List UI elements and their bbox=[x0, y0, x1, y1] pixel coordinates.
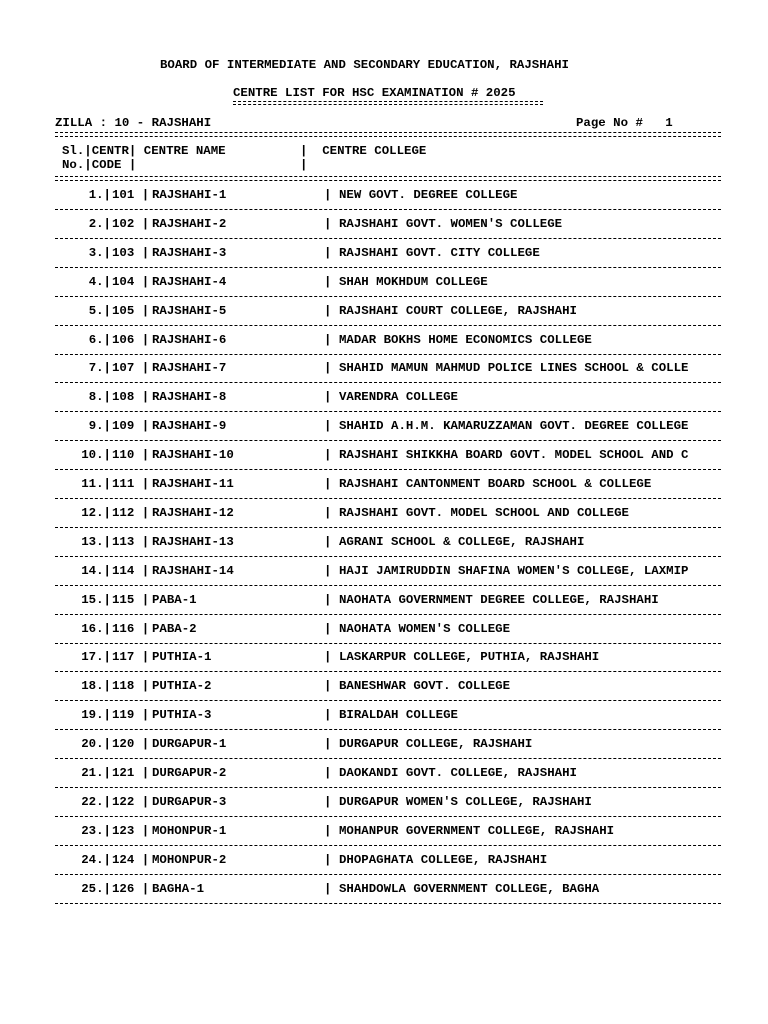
centre-name: DURGAPUR-1 bbox=[152, 737, 227, 751]
row-divider bbox=[55, 816, 721, 818]
table-row bbox=[0, 679, 768, 708]
table-row bbox=[0, 188, 768, 217]
centre-code: 114 | bbox=[112, 564, 150, 578]
column-separator: | bbox=[324, 737, 332, 751]
column-header-line2: No.|CODE | | bbox=[62, 158, 308, 172]
row-divider bbox=[55, 700, 721, 702]
serial-number: 13.| bbox=[81, 535, 111, 549]
row-divider bbox=[55, 787, 721, 789]
column-separator: | bbox=[324, 246, 332, 260]
centre-name: RAJSHAHI-3 bbox=[152, 246, 227, 260]
row-divider bbox=[55, 758, 721, 760]
centre-name: RAJSHAHI-7 bbox=[152, 361, 227, 375]
serial-number: 15.| bbox=[81, 593, 111, 607]
zilla-label: ZILLA : 10 - RAJSHAHI bbox=[55, 116, 212, 130]
centre-code: 122 | bbox=[112, 795, 150, 809]
table-row bbox=[0, 766, 768, 795]
serial-number: 4.| bbox=[88, 275, 111, 289]
centre-college: MOHANPUR GOVERNMENT COLLEGE, RAJSHAHI bbox=[339, 824, 615, 838]
centre-name: PUTHIA-3 bbox=[152, 708, 212, 722]
centre-college: SHAHDOWLA GOVERNMENT COLLEGE, BAGHA bbox=[339, 882, 600, 896]
row-divider bbox=[55, 845, 721, 847]
centre-code: 124 | bbox=[112, 853, 150, 867]
centre-name: RAJSHAHI-2 bbox=[152, 217, 227, 231]
row-divider bbox=[55, 643, 721, 645]
table-row bbox=[0, 593, 768, 622]
serial-number: 8.| bbox=[88, 390, 111, 404]
column-separator: | bbox=[324, 824, 332, 838]
column-separator: | bbox=[324, 795, 332, 809]
column-separator: | bbox=[324, 477, 332, 491]
row-divider bbox=[55, 903, 721, 905]
serial-number: 16.| bbox=[81, 622, 111, 636]
row-divider bbox=[55, 238, 721, 240]
row-divider bbox=[55, 585, 721, 587]
row-divider bbox=[55, 527, 721, 529]
serial-number: 14.| bbox=[81, 564, 111, 578]
column-separator: | bbox=[324, 419, 332, 433]
centre-name: RAJSHAHI-9 bbox=[152, 419, 227, 433]
centre-code: 105 | bbox=[112, 304, 150, 318]
column-separator: | bbox=[324, 766, 332, 780]
centre-name: RAJSHAHI-5 bbox=[152, 304, 227, 318]
serial-number: 3.| bbox=[88, 246, 111, 260]
centre-college: RAJSHAHI SHIKKHA BOARD GOVT. MODEL SCHOOL AND C bbox=[339, 448, 689, 462]
centre-code: 103 | bbox=[112, 246, 150, 260]
column-separator: | bbox=[324, 593, 332, 607]
row-divider bbox=[55, 382, 721, 384]
centre-college: LASKARPUR COLLEGE, PUTHIA, RAJSHAHI bbox=[339, 650, 600, 664]
centre-name: PUTHIA-1 bbox=[152, 650, 212, 664]
table-row bbox=[0, 275, 768, 304]
centre-name: RAJSHAHI-6 bbox=[152, 333, 227, 347]
centre-college: VARENDRA COLLEGE bbox=[339, 390, 458, 404]
centre-name: MOHONPUR-2 bbox=[152, 853, 227, 867]
centre-name: RAJSHAHI-11 bbox=[152, 477, 234, 491]
serial-number: 11.| bbox=[81, 477, 111, 491]
centre-name: DURGAPUR-3 bbox=[152, 795, 227, 809]
column-separator: | bbox=[324, 275, 332, 289]
centre-college: RAJSHAHI GOVT. CITY COLLEGE bbox=[339, 246, 540, 260]
table-row bbox=[0, 246, 768, 275]
centre-name: RAJSHAHI-13 bbox=[152, 535, 234, 549]
centre-code: 104 | bbox=[112, 275, 150, 289]
row-divider bbox=[55, 498, 721, 500]
column-separator: | bbox=[324, 448, 332, 462]
column-separator: | bbox=[324, 188, 332, 202]
centre-code: 116 | bbox=[112, 622, 150, 636]
column-separator: | bbox=[324, 535, 332, 549]
column-separator: | bbox=[324, 564, 332, 578]
serial-number: 18.| bbox=[81, 679, 111, 693]
centre-college: SHAH MOKHDUM COLLEGE bbox=[339, 275, 488, 289]
centre-college: DURGAPUR COLLEGE, RAJSHAHI bbox=[339, 737, 533, 751]
column-separator: | bbox=[324, 217, 332, 231]
row-divider bbox=[55, 469, 721, 471]
serial-number: 19.| bbox=[81, 708, 111, 722]
centre-college: DURGAPUR WOMEN'S COLLEGE, RAJSHAHI bbox=[339, 795, 592, 809]
table-row bbox=[0, 506, 768, 535]
centre-name: RAJSHAHI-4 bbox=[152, 275, 227, 289]
table-row bbox=[0, 737, 768, 766]
serial-number: 10.| bbox=[81, 448, 111, 462]
serial-number: 23.| bbox=[81, 824, 111, 838]
centre-college: DAOKANDI GOVT. COLLEGE, RAJSHAHI bbox=[339, 766, 577, 780]
row-divider bbox=[55, 267, 721, 269]
centre-college: RAJSHAHI CANTONMENT BOARD SCHOOL & COLLEGE bbox=[339, 477, 652, 491]
column-separator: | bbox=[324, 882, 332, 896]
centre-name: RAJSHAHI-10 bbox=[152, 448, 234, 462]
table-row bbox=[0, 824, 768, 853]
serial-number: 25.| bbox=[81, 882, 111, 896]
centre-college: NEW GOVT. DEGREE COLLEGE bbox=[339, 188, 518, 202]
centre-name: RAJSHAHI-1 bbox=[152, 188, 227, 202]
centre-name: PUTHIA-2 bbox=[152, 679, 212, 693]
column-header-line1: Sl.|CENTR| CENTRE NAME | CENTRE COLLEGE bbox=[62, 144, 427, 158]
table-row bbox=[0, 622, 768, 651]
centre-code: 126 | bbox=[112, 882, 150, 896]
serial-number: 7.| bbox=[88, 361, 111, 375]
centre-code: 101 | bbox=[112, 188, 150, 202]
column-separator: | bbox=[324, 333, 332, 347]
centre-code: 117 | bbox=[112, 650, 150, 664]
centre-code: 110 | bbox=[112, 448, 150, 462]
serial-number: 5.| bbox=[88, 304, 111, 318]
row-divider bbox=[55, 325, 721, 327]
centre-name: DURGAPUR-2 bbox=[152, 766, 227, 780]
centre-code: 111 | bbox=[112, 477, 150, 491]
centre-name: RAJSHAHI-14 bbox=[152, 564, 234, 578]
centre-name: RAJSHAHI-8 bbox=[152, 390, 227, 404]
serial-number: 22.| bbox=[81, 795, 111, 809]
row-divider bbox=[55, 671, 721, 673]
serial-number: 20.| bbox=[81, 737, 111, 751]
table-row bbox=[0, 333, 768, 362]
centre-code: 123 | bbox=[112, 824, 150, 838]
centre-code: 113 | bbox=[112, 535, 150, 549]
centre-college: RAJSHAHI GOVT. WOMEN'S COLLEGE bbox=[339, 217, 563, 231]
column-separator: | bbox=[324, 390, 332, 404]
centre-code: 118 | bbox=[112, 679, 150, 693]
centre-code: 106 | bbox=[112, 333, 150, 347]
serial-number: 2.| bbox=[88, 217, 111, 231]
row-divider bbox=[55, 411, 721, 413]
row-divider bbox=[55, 209, 721, 211]
table-row bbox=[0, 708, 768, 737]
centre-college: RAJSHAHI COURT COLLEGE, RAJSHAHI bbox=[339, 304, 577, 318]
centre-code: 120 | bbox=[112, 737, 150, 751]
table-row bbox=[0, 390, 768, 419]
centre-code: 109 | bbox=[112, 419, 150, 433]
serial-number: 12.| bbox=[81, 506, 111, 520]
table-row bbox=[0, 419, 768, 448]
centre-college: BIRALDAH COLLEGE bbox=[339, 708, 458, 722]
centre-code: 102 | bbox=[112, 217, 150, 231]
row-divider bbox=[55, 729, 721, 731]
serial-number: 9.| bbox=[88, 419, 111, 433]
table-row bbox=[0, 564, 768, 593]
table-row bbox=[0, 882, 768, 911]
serial-number: 6.| bbox=[88, 333, 111, 347]
row-divider bbox=[55, 296, 721, 298]
centre-code: 121 | bbox=[112, 766, 150, 780]
table-row bbox=[0, 217, 768, 246]
serial-number: 1.| bbox=[88, 188, 111, 202]
centre-name: PABA-1 bbox=[152, 593, 197, 607]
column-separator: | bbox=[324, 622, 332, 636]
column-separator: | bbox=[324, 361, 332, 375]
table-row bbox=[0, 535, 768, 564]
document-title: CENTRE LIST FOR HSC EXAMINATION # 2025 bbox=[233, 86, 516, 100]
row-divider bbox=[55, 440, 721, 442]
centre-name: MOHONPUR-1 bbox=[152, 824, 227, 838]
centre-college: SHAHID A.H.M. KAMARUZZAMAN GOVT. DEGREE COLLEGE bbox=[339, 419, 689, 433]
centre-college: NAOHATA WOMEN'S COLLEGE bbox=[339, 622, 511, 636]
row-divider bbox=[55, 354, 721, 356]
centre-name: BAGHA-1 bbox=[152, 882, 205, 896]
table-row bbox=[0, 361, 768, 390]
column-separator: | bbox=[324, 506, 332, 520]
centre-college: DHOPAGHATA COLLEGE, RAJSHAHI bbox=[339, 853, 548, 867]
table-row bbox=[0, 853, 768, 882]
row-divider bbox=[55, 614, 721, 616]
table-row bbox=[0, 448, 768, 477]
column-separator: | bbox=[324, 304, 332, 318]
centre-code: 108 | bbox=[112, 390, 150, 404]
table-row bbox=[0, 304, 768, 333]
centre-code: 112 | bbox=[112, 506, 150, 520]
centre-college: SHAHID MAMUN MAHMUD POLICE LINES SCHOOL & COLLE bbox=[339, 361, 689, 375]
serial-number: 17.| bbox=[81, 650, 111, 664]
page-number: Page No # 1 bbox=[576, 116, 673, 130]
centre-name: RAJSHAHI-12 bbox=[152, 506, 234, 520]
header-rule-top bbox=[55, 132, 721, 137]
table-row bbox=[0, 477, 768, 506]
board-title: BOARD OF INTERMEDIATE AND SECONDARY EDUCATION, RAJSHAHI bbox=[160, 58, 569, 72]
centre-college: BANESHWAR GOVT. COLLEGE bbox=[339, 679, 511, 693]
centre-college: HAJI JAMIRUDDIN SHAFINA WOMEN'S COLLEGE, LAXMIP bbox=[339, 564, 689, 578]
serial-number: 24.| bbox=[81, 853, 111, 867]
centre-code: 115 | bbox=[112, 593, 150, 607]
centre-college: NAOHATA GOVERNMENT DEGREE COLLEGE, RAJSHAHI bbox=[339, 593, 659, 607]
centre-name: PABA-2 bbox=[152, 622, 197, 636]
column-separator: | bbox=[324, 708, 332, 722]
table-row bbox=[0, 795, 768, 824]
centre-college: MADAR BOKHS HOME ECONOMICS COLLEGE bbox=[339, 333, 592, 347]
column-separator: | bbox=[324, 679, 332, 693]
header-rule-bottom bbox=[55, 176, 721, 181]
column-separator: | bbox=[324, 853, 332, 867]
row-divider bbox=[55, 556, 721, 558]
serial-number: 21.| bbox=[81, 766, 111, 780]
column-separator: | bbox=[324, 650, 332, 664]
centre-code: 107 | bbox=[112, 361, 150, 375]
row-divider bbox=[55, 874, 721, 876]
title-underline bbox=[233, 101, 543, 105]
centre-college: AGRANI SCHOOL & COLLEGE, RAJSHAHI bbox=[339, 535, 585, 549]
centre-college: RAJSHAHI GOVT. MODEL SCHOOL AND COLLEGE bbox=[339, 506, 629, 520]
centre-code: 119 | bbox=[112, 708, 150, 722]
table-row bbox=[0, 650, 768, 679]
